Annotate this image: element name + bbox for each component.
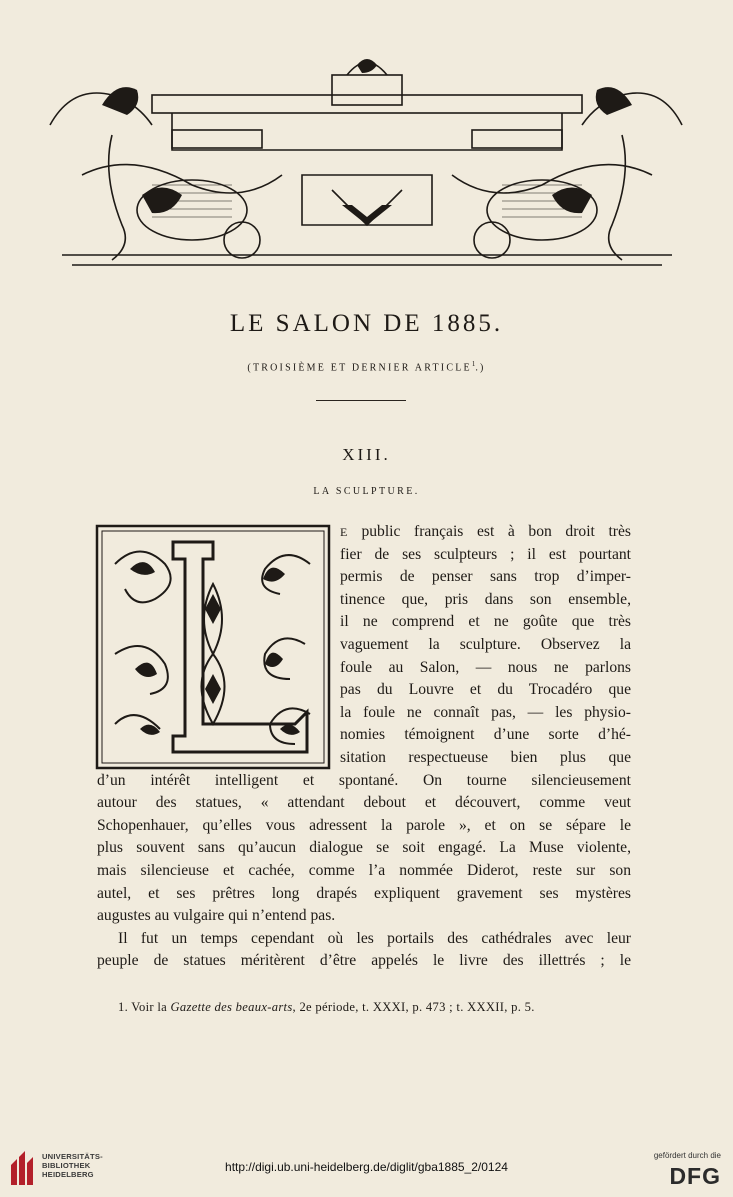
subtitle-close: .) <box>475 362 486 374</box>
body-line-15: plus souvent sans qu’aucun dialogue se soit engagé. La Muse violente, <box>97 839 631 857</box>
section-number: XIII. <box>342 445 391 464</box>
body-line-4: tinence que, pris dans son ensemble, <box>340 590 631 608</box>
body-line-7: foule au Salon, — nous ne parlons <box>340 658 631 676</box>
body-line-13: autour des statues, « attendant debout et découvert, comme veut <box>97 794 631 812</box>
body-line-2: fier de ses sculpteurs ; il est pourtant <box>340 545 631 563</box>
library-line-1: UNIVERSITÄTS- <box>42 1152 103 1161</box>
body-line-6: vaguement la sculpture. Observez la <box>340 636 631 653</box>
footnote-suffix: , 2e période, t. XXXI, p. 473 ; t. XXXII, p. 5. <box>292 1000 535 1014</box>
body-line-10: nomies témoignent d’une sorte d’hé- <box>340 726 631 744</box>
header-ornament-engraving <box>42 55 692 267</box>
subtitle-footnote-mark[interactable]: 1 <box>471 360 476 368</box>
dropcap-letter-l-ornament <box>95 524 331 770</box>
body-line-9: la foule ne connaît pas, — les physio- <box>340 703 631 721</box>
body-line-17: autel, et ses prêtres long drapés expliquent gravement ses mystères <box>97 884 631 902</box>
body-line-14: Schopenhauer, qu’elles vous adressent la parole », et on se sépare le <box>97 816 631 834</box>
source-url-link[interactable]: http://digi.ub.uni-heidelberg.de/diglit/gba1885_2/0124 <box>225 1160 508 1174</box>
subtitle-text: (TROISIÈME ET DERNIER ARTICLE <box>247 362 472 374</box>
body-line-5: il ne comprend et ne goûte que très <box>340 613 631 631</box>
footnote <box>118 1000 628 1015</box>
body-line-20: peuple de statues méritèrent d’être appelés le livre des illettrés ; le <box>97 952 631 970</box>
body-line-3: permis de penser sans trop d’imper- <box>340 568 631 586</box>
article-subtitle <box>0 360 733 373</box>
dfg-logo: DFG <box>669 1163 721 1189</box>
library-line-2: BIBLIOTHEK <box>42 1161 91 1170</box>
body-line-8: pas du Louvre et du Trocadéro que <box>340 681 631 699</box>
section-divider <box>316 400 406 401</box>
body-line-16: mais silencieuse et cachée, comme l’a nommée Diderot, reste sur son <box>97 862 631 879</box>
body-line-1: E public français est à bon droit très <box>340 523 631 540</box>
body-line-11: sitation respectueuse bien plus que <box>340 749 631 766</box>
footnote-prefix: 1. Voir la <box>118 1000 171 1014</box>
body-line-19: Il fut un temps cependant où les portails des cathédrales avec leur <box>118 929 631 947</box>
body-line-18: augustes au vulgaire qui n’entend pas. <box>97 907 336 925</box>
article-title: LE SALON DE 1885. <box>229 310 504 337</box>
footnote-journal: Gazette des beaux-arts <box>170 1000 293 1014</box>
library-line-3: HEIDELBERG <box>42 1170 94 1179</box>
section-title: LA SCULPTURE. <box>313 486 420 497</box>
funder-label: gefördert durch die <box>653 1151 721 1160</box>
body-line-12: d’un intérêt intelligent et spontané. On tourne silencieusement <box>97 771 631 789</box>
